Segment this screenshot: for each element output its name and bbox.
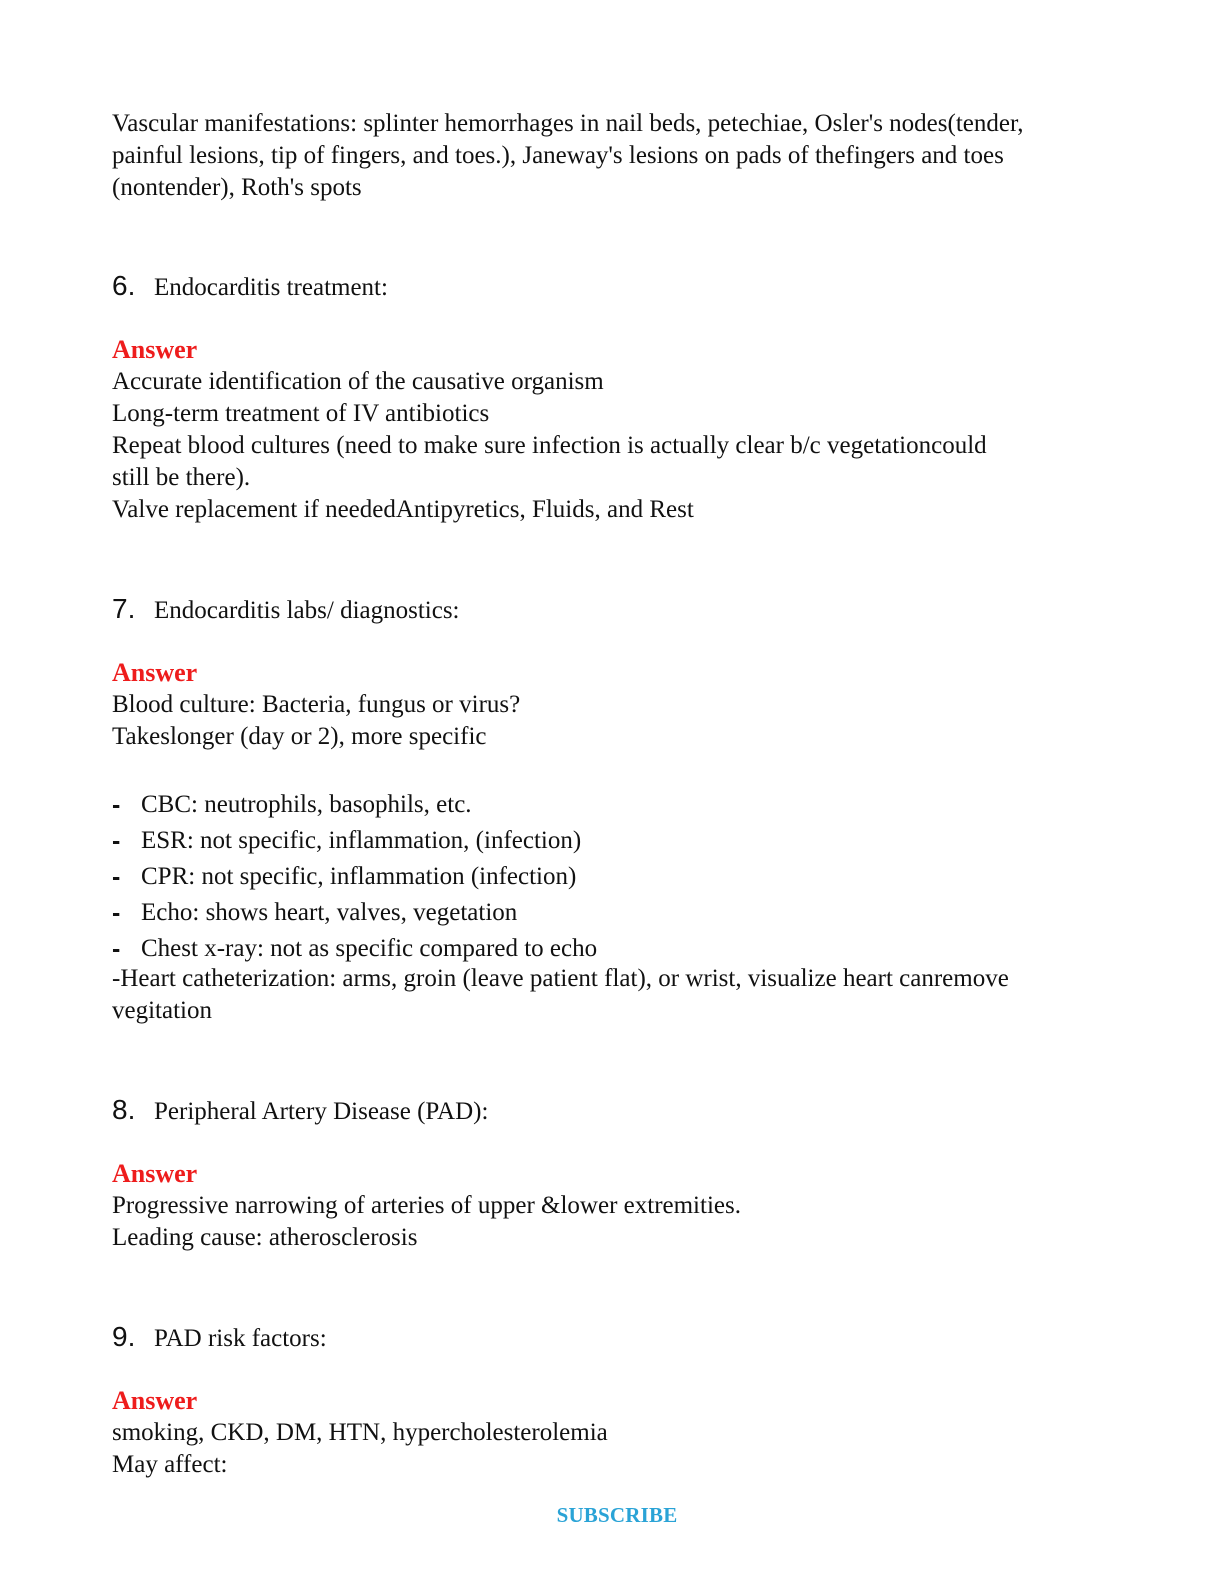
list-item-text: CBC: neutrophils, basophils, etc.: [141, 791, 472, 818]
dash-bullet: -: [112, 791, 121, 819]
answer-6: [112, 334, 987, 526]
question-title: Endocarditis treatment:: [154, 274, 388, 301]
answer-line: Progressive narrowing of arteries of upper &lower extremities.: [112, 1192, 741, 1219]
answer-line: still be there).: [112, 464, 251, 491]
answer-line: Accurate identification of the causative organism: [112, 368, 604, 395]
list-item-text: Chest x-ray: not as specific compared to echo: [141, 935, 598, 962]
dash-bullet: -: [112, 827, 121, 855]
question-9: [112, 1321, 327, 1355]
intro-line: painful lesions, tip of fingers, and toes.), Janeway's lesions on pads of thefingers and toes: [112, 142, 1004, 169]
answer-8: [112, 1158, 741, 1254]
question-title: Peripheral Artery Disease (PAD):: [154, 1098, 489, 1125]
intro-line: (nontender), Roth's spots: [112, 174, 362, 201]
question-8: [112, 1094, 488, 1128]
answer-line: May affect:: [112, 1451, 228, 1478]
answer-line: Valve replacement if neededAntipyretics, Fluids, and Rest: [112, 496, 694, 523]
list-item: [112, 895, 597, 931]
question-heading: [112, 1094, 488, 1128]
answer-label: Answer: [112, 1386, 198, 1415]
question-heading: [112, 593, 460, 627]
list-item: [112, 823, 597, 859]
list-item-text: ESR: not specific, inflammation, (infection): [141, 827, 582, 854]
answer-line: Leading cause: atherosclerosis: [112, 1224, 418, 1251]
answer-line: Repeat blood cultures (need to make sure infection is actually clear b/c vegetationcould: [112, 432, 987, 459]
list-item: [112, 859, 597, 895]
dash-bullet: -: [112, 863, 121, 891]
intro-paragraph: [112, 108, 1024, 204]
answer-line: -Heart catheterization: arms, groin (leave patient flat), or wrist, visualize heart canremove: [112, 965, 1009, 992]
list-item-text: CPR: not specific, inflammation (infection): [141, 863, 577, 890]
list-item: [112, 931, 597, 967]
answer-9: [112, 1385, 608, 1481]
intro-line: Vascular manifestations: splinter hemorrhages in nail beds, petechiae, Osler's nodes(tender,: [112, 110, 1024, 137]
list-item-text: Echo: shows heart, valves, vegetation: [141, 899, 518, 926]
subscribe-link[interactable]: SUBSCRIBE: [556, 1503, 678, 1527]
answer-line: Long-term treatment of IV antibiotics: [112, 400, 490, 427]
list-item: [112, 787, 597, 823]
answer-line: smoking, CKD, DM, HTN, hypercholesterolemia: [112, 1419, 608, 1446]
answer-line: Blood culture: Bacteria, fungus or virus?: [112, 691, 521, 718]
answer-line: vegitation: [112, 997, 212, 1024]
question-heading: [112, 1321, 327, 1355]
answer-7: [112, 657, 520, 753]
answer-line: Takeslonger (day or 2), more specific: [112, 723, 487, 750]
question-title: PAD risk factors:: [154, 1325, 327, 1352]
question-number: 8.: [112, 1094, 136, 1125]
question-title: Endocarditis labs/ diagnostics:: [154, 597, 460, 624]
dash-bullet: -: [112, 935, 121, 963]
question-heading: [112, 270, 388, 304]
diagnostics-list: [112, 787, 597, 967]
answer-label: Answer: [112, 1159, 198, 1188]
answer-label: Answer: [112, 335, 198, 364]
question-number: 6.: [112, 270, 136, 301]
question-number: 9.: [112, 1321, 136, 1352]
question-6: [112, 270, 388, 304]
dash-bullet: -: [112, 899, 121, 927]
answer-label: Answer: [112, 658, 198, 687]
question-number: 7.: [112, 593, 136, 624]
answer-7-continued: [112, 963, 1009, 1027]
question-7: [112, 593, 460, 627]
